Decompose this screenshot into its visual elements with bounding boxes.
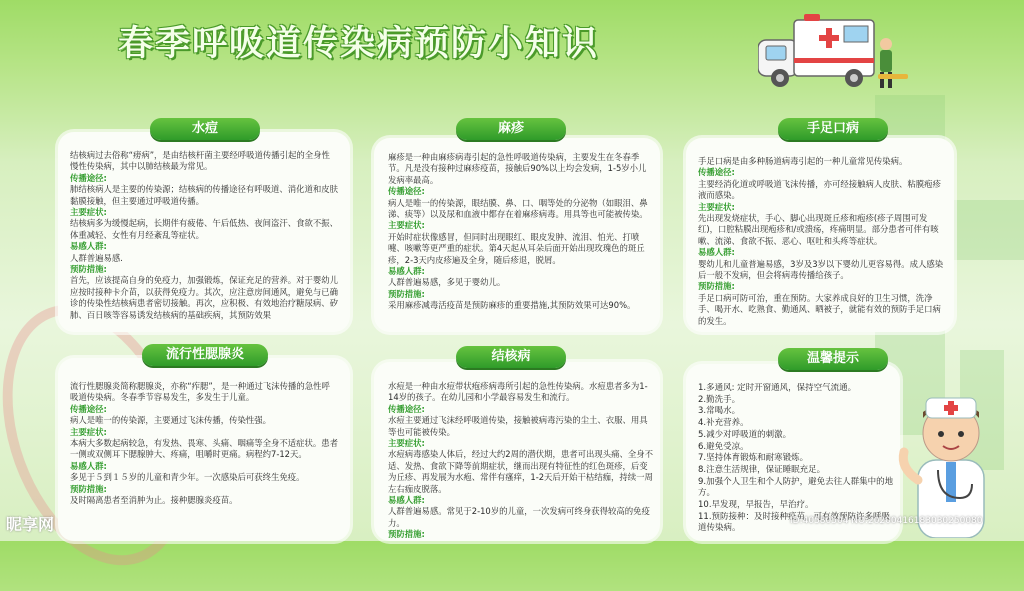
body-text: 结核病过去俗称“痨病”，是由结核杆菌主要经呼吸道传播引起的全身性慢性传染病，其中以肺结核最为常见。: [70, 150, 330, 172]
body-text: 病人是唯一的传染源，主要通过飞沫传播，传染性强。: [70, 415, 271, 426]
section-heading: 传播途径:: [388, 186, 425, 197]
section-heading: 主要症状:: [70, 426, 107, 437]
body-text: 结核病多为缓慢起病，长期伴有疲倦、午后低热、夜间盗汗、食欲不振、体重减轻、女性有月经紊乱等症状。: [70, 218, 338, 240]
body-text: 人群普遍易感.: [70, 252, 123, 263]
panel-title-saixian: 流行性腮腺炎: [142, 344, 268, 366]
body-text: 肺结核病人是主要的传染源；结核病的传播途径有呼吸道、消化道和皮肤黏膜接触，但主要通过呼吸道传播。: [70, 184, 338, 206]
panel-title-shuidou: 水痘: [150, 118, 260, 140]
body-text: 麻疹是一种由麻疹病毒引起的急性呼吸道传染病，主要发生在冬春季节。凡是没有接种过麻疹疫苗，接触后90%以上均会发病，1-5岁小儿发病率最高。: [388, 152, 647, 185]
body-text: 及时隔离患者至消肿为止。接种腮腺炎疫苗。: [70, 495, 238, 506]
section-heading: 预防措施:: [70, 264, 107, 275]
section-heading: 预防措施:: [388, 288, 425, 299]
body-text: 5.减少对呼吸道的刺激。: [698, 429, 792, 440]
body-text: 先出现发烧症状，手心、脚心出现斑丘疹和疱疹(疹子周围可发红)，口腔粘膜出现疱疹和/或溃疡，疼痛明显。部分患者可伴有咳嗽、流涕、食欲不振、恶心、呕吐和头疼等症状。: [698, 213, 939, 246]
section-heading: 传播途径:: [70, 172, 107, 183]
section-heading: 易感人群:: [388, 266, 425, 277]
section-heading: 易感人群:: [698, 247, 735, 258]
body-text: 婴幼儿和儿童普遍易感，3岁及3岁以下婴幼儿更容易得。成人感染后一般不发病，但会将病毒传播给孩子。: [698, 258, 944, 281]
body-text: 病人是唯一的传染源，眼结膜、鼻、口、咽等处的分泌物（如眼泪、鼻涕、痰等）以及尿和血液中都存在着麻疹病毒。用具等也可能被传染。: [388, 197, 648, 220]
ambulance-illustration: [758, 14, 908, 94]
body-text: 11.预防接种：及时接种疫苗，可有效预防许多呼吸道传染病。: [698, 511, 891, 534]
body-text: 手足口病是由多种肠道病毒引起的一种儿童常见传染病。: [698, 156, 908, 166]
body-text: 本病大多数起病较急，有发热、畏寒、头痛、咽痛等全身不适症状。患者一侧或双侧耳下腮腺肿大、疼痛，咀嚼时更痛。病程约7-12天。: [70, 438, 338, 460]
body-text: 7.坚持体育锻炼和耐寒锻炼。: [698, 453, 809, 464]
section-heading: 预防措施:: [70, 483, 107, 494]
panel-title-tips: 温馨提示: [778, 348, 888, 370]
body-text: 开始时症状像感冒，但同时出现眼红、眼皮发肿、流泪、怕光、打喷嚏、咳嗽等更严重的症状。第4天起从耳朵后面开始出现玫瑰色的斑丘疹，2-3天内皮疹遍及全身，随后疹退，脱屑。: [388, 231, 645, 265]
body-text: 6.避免受凉。: [698, 441, 749, 452]
panel-text-shouzukou: [698, 156, 946, 332]
body-text: 水痘病毒感染人体后，经过大约2周的潜伏期，患者可出现头痛、全身不适、发热、食欲下降等前期症状，继而出现有特征性的红色斑疹，后变为丘疹、再发展为水疱、常伴有瘙痒，1-2天后开始干枯结痂，持续一周左右痂皮脱落。: [388, 449, 653, 494]
page-title: 春季呼吸道传染病预防小知识: [118, 24, 600, 64]
panel-text-mazhen: [388, 152, 654, 328]
body-text: 10.早发现，早报告，早治疗。: [698, 500, 814, 511]
section-heading: 易感人群:: [388, 495, 425, 506]
body-text: 9.加强个人卫生和个人防护，避免去往人群集中的地方。: [698, 476, 894, 499]
panel-title-shouzukou: 手足口病: [778, 118, 888, 140]
section-heading: 主要症状:: [388, 438, 425, 449]
panel-title-mazhen: 麻疹: [456, 118, 566, 140]
section-heading: 传播途径:: [388, 403, 425, 414]
section-heading: 易感人群:: [70, 241, 107, 252]
section-heading: 预防措施:: [698, 281, 735, 292]
section-heading: 易感人群:: [70, 460, 107, 471]
section-heading: 传播途径:: [70, 403, 107, 414]
section-heading: 主要症状:: [698, 201, 735, 212]
body-text: 多见于５到１５岁的儿童和青少年。一次感染后可获终生免疫。: [70, 472, 305, 483]
body-text: 流行性腮腺炎简称腮腺炎，亦称“痄腮”，是一种通过飞沫传播的急性呼吸道传染病。冬春季节容易发生，多发生于儿童。: [70, 381, 330, 403]
body-text: 4.补充营养。: [698, 418, 749, 429]
panel-text-shuidou: [70, 150, 338, 332]
body-text: 2.勤洗手。: [698, 394, 741, 405]
section-heading: 传播途径:: [698, 167, 735, 178]
body-text: 水痘是一种由水痘带状疱疹病毒所引起的急性传染病。水痘患者多为1-14岁的孩子。在幼儿园和小学最容易发生和流行。: [388, 381, 648, 403]
watermark-id: ID:40580504 NO:20200416183030250080: [790, 516, 983, 526]
body-text: 8.注意生活规律，保证睡眠充足。: [698, 464, 826, 475]
body-text: 3.常喝水。: [698, 406, 741, 417]
body-text: 首先，应该提高自身的免疫力，加强锻炼，保证充足的营养。对于婴幼儿应按时接种卡介苗，以获得免疫力。其次，应注意房间通风，避免与已确诊的传染性结核病患者密切接触。再次，应积极、有效地治疗糖尿病、矽肺、百日咳等容易诱发结核病的基础疾病，其预防效果: [70, 275, 338, 320]
panel-title-jiehe: 结核病: [456, 346, 566, 368]
body-text: 水痘主要通过飞沫经呼吸道传染，接触被病毒污染的尘土、衣服、用具等也可能被传染。: [388, 415, 648, 437]
watermark-logo: 昵享网: [6, 515, 55, 534]
body-text: 1.多通风: 定时开窗通风，保持空气流通。: [698, 383, 857, 393]
body-text: 人群普遍易感，多见于婴幼儿。: [388, 277, 506, 288]
section-heading: 主要症状:: [70, 207, 107, 218]
section-heading: 预防措施:: [388, 529, 425, 540]
body-text: 主要经消化道或呼吸道飞沫传播，亦可经接触病人皮肤、粘膜疱疹液而感染。: [698, 178, 941, 201]
body-text: 人群普遍易感。常见于2-10岁的儿童，一次发病可终身获得较高的免疫力。: [388, 506, 650, 528]
panel-text-saixian: [70, 381, 338, 541]
body-text: 采用麻疹减毒活疫苗是预防麻疹的重要措施,其预防效果可达90%。: [388, 300, 636, 311]
panel-text-jiehe: [388, 381, 654, 541]
section-heading: 主要症状:: [388, 220, 425, 231]
body-text: 手足口病可防可治，重在预防。大家养成良好的卫生习惯，洗净手、喝开水、吃熟食、勤通风、晒被子，就能有效的预防手足口病的发生。: [698, 292, 941, 326]
